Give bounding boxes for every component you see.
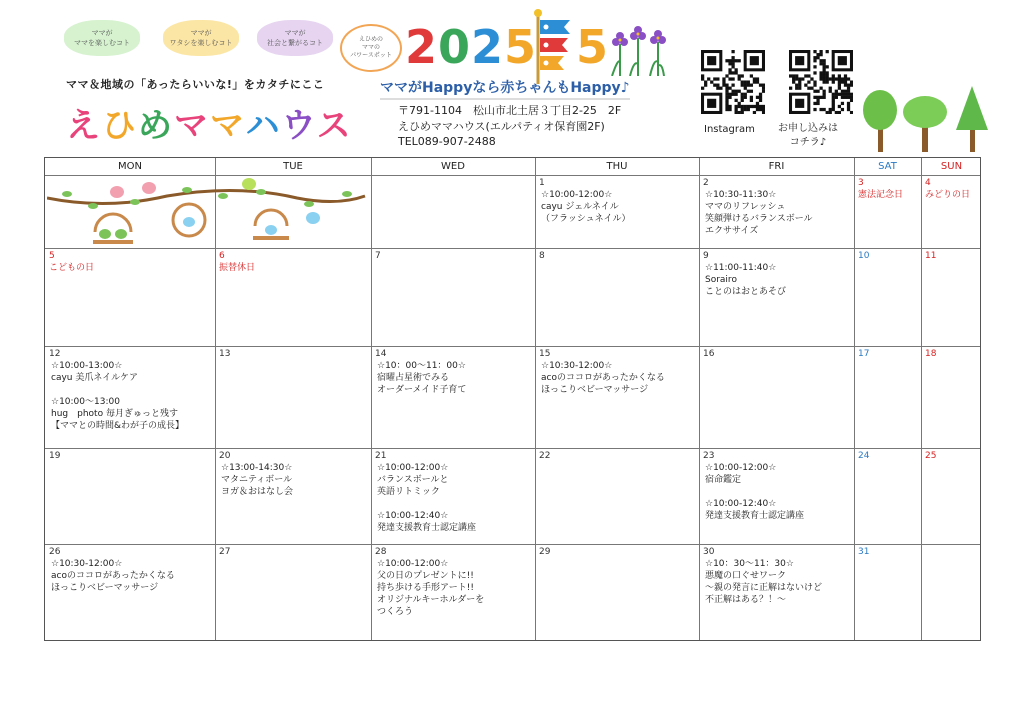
logo-letter: マ	[210, 106, 246, 146]
day-number: 21	[375, 451, 387, 461]
day-number: 14	[375, 349, 387, 359]
year-digit: 5	[504, 20, 538, 74]
day-number: 18	[925, 349, 937, 359]
day-cell[interactable]	[371, 544, 535, 642]
logo-letter: ひ	[102, 106, 138, 146]
day-cell	[854, 346, 921, 448]
weekday-header-fri: FRI	[768, 161, 785, 172]
weekday-header-thu: THU	[606, 161, 628, 172]
day-cell	[535, 448, 699, 544]
logo-letter: え	[66, 106, 102, 146]
event-text: ☆10：00～11：00☆ 宿曜占星術でみる オーダーメイド子育て	[377, 361, 467, 395]
day-number: 26	[49, 547, 61, 557]
weekday-header-wed: WED	[441, 161, 465, 172]
day-cell[interactable]	[371, 346, 535, 448]
day-cell	[215, 248, 371, 346]
weekday-header-sun: SUN	[940, 161, 963, 172]
calendar-grid	[44, 157, 981, 641]
logo-letter: ウ	[281, 106, 317, 146]
day-number: 31	[858, 547, 870, 557]
event-text: ☆10:00-12:00☆ バランスボールと 英語リトミック ☆10:00-12:40☆ 発達支援教育士認定講座	[377, 463, 477, 533]
day-cell	[921, 448, 982, 544]
address: 〒791-1104 松山市北土居３丁目2-25 2F	[398, 104, 622, 117]
day-number: 24	[858, 451, 870, 461]
facility-name: えひめママハウス(エルパティオ保育園2F)	[398, 120, 605, 133]
day-cell	[854, 544, 921, 642]
day-number: 13	[219, 349, 231, 359]
day-cell	[921, 175, 982, 248]
day-number: 29	[539, 547, 551, 557]
branch-birds-illustration	[47, 176, 367, 249]
day-cell[interactable]	[535, 175, 699, 248]
day-cell	[921, 248, 982, 346]
weekday-header-tue: TUE	[283, 161, 303, 172]
day-cell	[699, 346, 854, 448]
year-digit: 2	[471, 20, 505, 74]
day-number: 11	[925, 251, 937, 261]
logo-letter: ス	[316, 106, 353, 146]
tagline: ママ＆地域の「あったらいいな!」をカタチにここ	[66, 78, 325, 91]
slogan: ママがHappyなら赤ちゃんもHappy♪	[380, 77, 630, 100]
day-number: 22	[539, 451, 551, 461]
day-number: 5	[49, 251, 55, 261]
phone-number: TEL089-907-2488	[398, 135, 496, 148]
day-number: 23	[703, 451, 715, 461]
day-cell	[535, 248, 699, 346]
day-number: 12	[49, 349, 61, 359]
carp-streamer-icon	[530, 8, 578, 86]
day-number: 3	[858, 178, 864, 188]
day-cell	[854, 448, 921, 544]
day-number: 10	[858, 251, 870, 261]
event-text: ☆13:00-14:30☆ マタニティボール ヨガ＆おはなし会	[221, 463, 294, 497]
day-cell	[215, 346, 371, 448]
concept-bubble-1: ママが ママを楽しむコト	[64, 20, 140, 56]
logo	[66, 98, 353, 147]
event-text: ☆10:30-12:00☆ acoのココロがあったかくなる ほっこりベビーマッサージ	[541, 361, 665, 395]
day-cell	[921, 544, 982, 642]
day-number: 6	[219, 251, 225, 261]
event-text: ☆10:00-12:00☆ 宿命鑑定 ☆10:00-12:40☆ 発達支援教育士認定講座	[705, 463, 805, 521]
day-number: 7	[375, 251, 381, 261]
day-cell	[854, 248, 921, 346]
year-digit: 0	[438, 20, 472, 74]
apply-qr-code[interactable]	[789, 50, 853, 114]
day-number: 9	[703, 251, 709, 261]
day-cell[interactable]	[215, 448, 371, 544]
day-number: 16	[703, 349, 715, 359]
year-heading	[405, 20, 537, 74]
day-cell	[535, 544, 699, 642]
holiday-name: 振替休日	[219, 263, 256, 273]
day-cell[interactable]	[699, 544, 854, 642]
day-number: 2	[703, 178, 709, 188]
day-cell	[921, 346, 982, 448]
apply-label: お申し込みは コチラ♪	[778, 123, 838, 148]
event-text: ☆10:30-12:00☆ acoのココロがあったかくなる ほっこりベビーマッサージ	[51, 559, 175, 593]
day-cell	[371, 175, 535, 248]
day-number: 27	[219, 547, 231, 557]
trees-icon	[862, 82, 994, 156]
year-digit: 2	[405, 20, 439, 74]
day-number: 4	[925, 178, 931, 188]
day-cell[interactable]	[699, 448, 854, 544]
day-cell	[45, 248, 215, 346]
day-cell	[371, 248, 535, 346]
day-number: 1	[539, 178, 545, 188]
day-number: 8	[539, 251, 545, 261]
iris-flowers-icon	[608, 22, 670, 76]
event-text: ☆11:00-11:40☆ Sorairo ことのはおとあそび	[705, 263, 787, 297]
day-cell[interactable]	[699, 175, 854, 248]
day-cell	[215, 544, 371, 642]
day-number: 20	[219, 451, 231, 461]
holiday-name: みどりの日	[925, 190, 971, 200]
day-number: 25	[925, 451, 937, 461]
day-cell[interactable]	[371, 448, 535, 544]
day-number: 17	[858, 349, 870, 359]
logo-letter: ハ	[245, 106, 282, 146]
weekday-header-mon: MON	[118, 161, 142, 172]
event-text: ☆10:30-11:30☆ ママのリフレッシュ 笑顔弾けるバランスボール エクササイズ	[705, 190, 813, 236]
instagram-label: Instagram	[704, 124, 755, 135]
day-cell	[854, 175, 921, 248]
day-cell[interactable]	[45, 544, 215, 642]
event-text: ☆10:00-12:00☆ 父の日のプレゼントに!! 持ち歩ける手形アート!! オリジナルキーホルダーを つくろう	[377, 559, 485, 617]
day-cell[interactable]	[535, 346, 699, 448]
event-text: ☆10:00-13:00☆ cayu 美爪ネイルケア ☆10:00～13:00 hug photo 毎月ぎゅっと残す 【ママとの時間&わが子の成長】	[51, 361, 185, 431]
instagram-qr-code[interactable]	[701, 50, 765, 114]
month-heading: 5	[576, 20, 609, 74]
day-number: 19	[49, 451, 61, 461]
day-cell	[45, 448, 215, 544]
event-text: ☆10:00-12:00☆ cayu ジェルネイル （フラッシュネイル）	[541, 190, 631, 224]
event-text: ☆10：30～11：30☆ 悪魔の口ぐせワーク ～親の発言に正解はないけど 不正解はある？！～	[705, 559, 823, 605]
day-cell[interactable]	[699, 248, 854, 346]
holiday-name: 憲法記念日	[858, 190, 904, 200]
holiday-name: こどもの日	[49, 263, 95, 273]
day-number: 30	[703, 547, 715, 557]
concept-bubble-3: ママが 社会と繋がるコト	[257, 20, 333, 56]
logo-letter: マ	[174, 106, 210, 146]
day-number: 28	[375, 547, 387, 557]
concept-bubble-2: ママが ワタシを楽しむコト	[163, 20, 239, 56]
logo-letter: め	[138, 106, 174, 146]
power-spot-badge: えひめの ママの パワースポット	[340, 24, 402, 72]
day-number: 15	[539, 349, 551, 359]
weekday-header-sat: SAT	[878, 161, 897, 172]
day-cell[interactable]	[45, 346, 215, 448]
